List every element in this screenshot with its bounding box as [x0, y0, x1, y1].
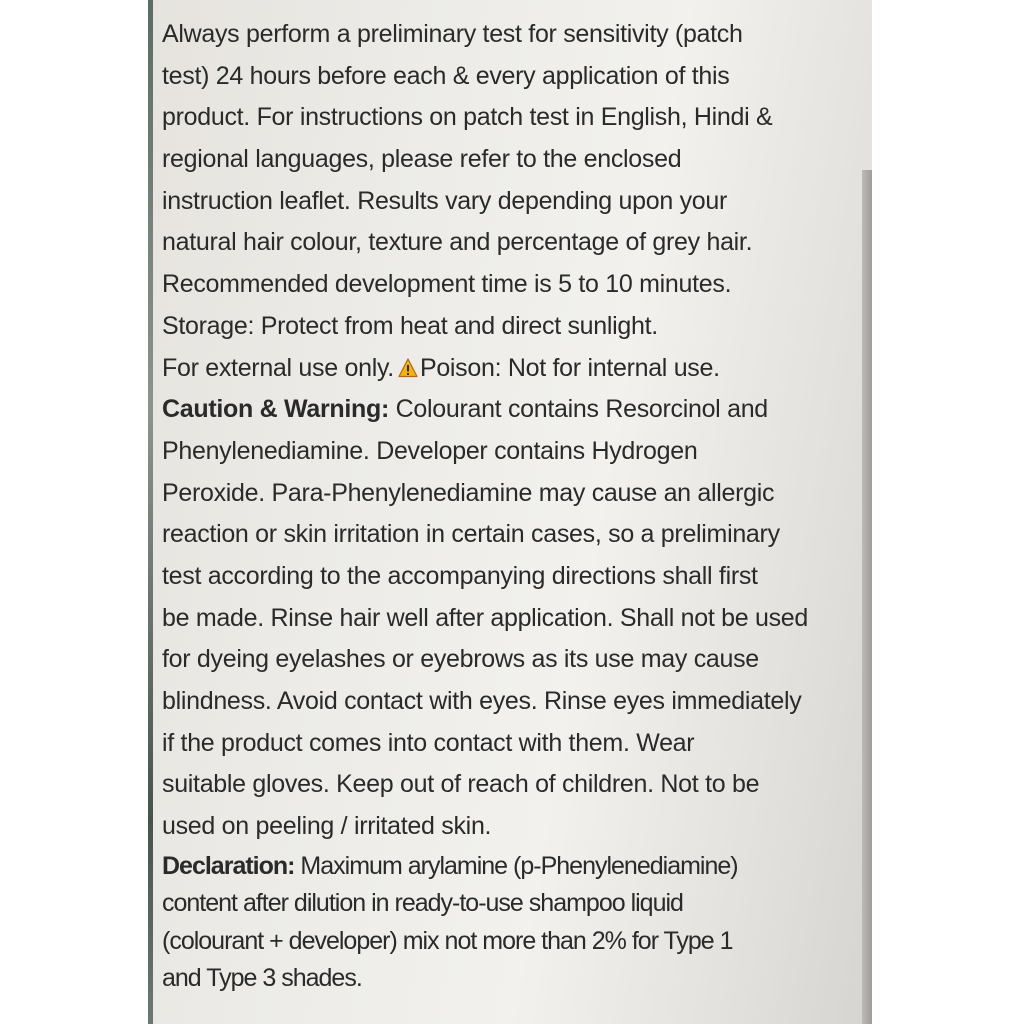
text-line: test) 24 hours before each & every application of this [162, 61, 730, 90]
caution-heading: Caution & Warning: [162, 395, 389, 424]
label-text [162, 14, 872, 998]
caution-first-line [162, 389, 872, 431]
text-line: Peroxide. Para-Phenylenediamine may cause an allergic [162, 478, 775, 507]
text-line: Phenylenediamine. Developer contains Hydrogen [162, 436, 698, 465]
external-use-line [162, 348, 872, 390]
text-line: (colourant + developer) mix not more than 2% for Type 1 [162, 926, 733, 955]
external-use-text: For external use only. [162, 353, 394, 382]
storage-line: Storage: Protect from heat and direct sunlight. [162, 311, 658, 340]
text-line: regional languages, please refer to the enclosed [162, 145, 682, 174]
text-line: blindness. Avoid contact with eyes. Rinse eyes immediately [162, 687, 802, 715]
caution-paragraph [162, 389, 872, 848]
caution-first-line-text: Colourant contains Resorcinol and [388, 395, 768, 424]
text-line: test according to the accompanying directions shall first [162, 561, 758, 590]
text-line: content after dilution in ready-to-use shampoo liquid [162, 889, 683, 918]
declaration-paragraph [162, 848, 872, 998]
text-line: Always perform a preliminary test for sensitivity (patch [162, 20, 743, 48]
declaration-first-line [162, 848, 872, 886]
text-line: and Type 3 shades. [162, 964, 362, 993]
text-line: for dyeing eyelashes or eyebrows as its use may cause [162, 645, 759, 674]
text-line: reaction or skin irritation in certain cases, so a preliminary [162, 520, 780, 549]
product-label-panel [148, 0, 872, 1024]
warning-triangle-icon [398, 358, 418, 378]
text-line: be made. Rinse hair well after application. Shall not be used [162, 603, 808, 632]
declaration-first-line-text: Maximum arylamine (p-Phenylenediamine) [294, 851, 738, 880]
text-line: natural hair colour, texture and percentage of grey hair. [162, 228, 753, 257]
declaration-heading: Declaration: [162, 851, 295, 880]
text-line: product. For instructions on patch test in English, Hindi & [162, 103, 773, 132]
text-line: used on peeling / irritated skin. [162, 812, 492, 841]
text-line: Recommended development time is 5 to 10 minutes. [162, 270, 732, 299]
text-line: instruction leaflet. Results vary depending upon your [162, 186, 727, 215]
text-line: if the product comes into contact with them. Wear [162, 728, 695, 757]
left-edge-strip [148, 0, 153, 1024]
text-line: suitable gloves. Keep out of reach of children. Not to be [162, 770, 760, 799]
poison-text: Poison: Not for internal use. [419, 353, 720, 382]
instructions-paragraph [162, 14, 872, 389]
